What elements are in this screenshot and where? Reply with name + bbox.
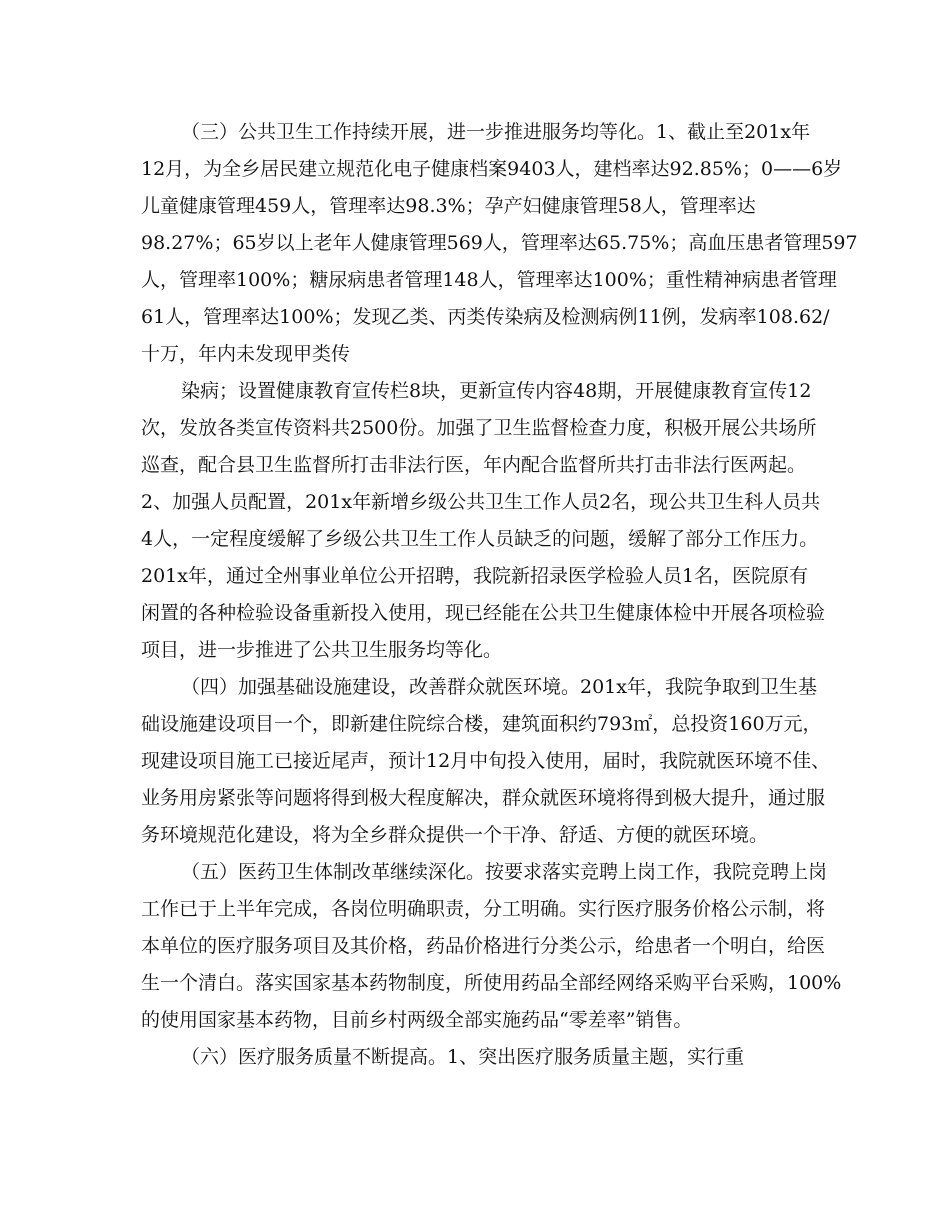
paragraph-line: 闲置的各种检验设备重新投入使用，现已经能在公共卫生健康体检中开展各项检验	[141, 602, 826, 624]
paragraph-line: 4人，一定程度缓解了乡级公共卫生工作人员缺乏的问题，缓解了部分工作压力。	[141, 528, 819, 550]
paragraph-line: 61人，管理率达100%；发现乙类、丙类传染病及检测病例11例，发病率108.62/	[141, 306, 830, 328]
paragraph-line: 础设施建设项目一个，即新建住院综合楼，建筑面积约793㎡，总投资160万元，	[141, 713, 822, 735]
paragraph-line: 儿童健康管理459人，管理率达98.3%；孕产妇健康管理58人，管理率达	[141, 195, 756, 217]
paragraph-line: 12月，为全乡居民建立规范化电子健康档案9403人，建档率达92.85%；0——6岁	[141, 158, 843, 180]
paragraph-line: 务环境规范化建设，将为全乡群众提供一个干净、舒适、方便的就医环境。	[141, 824, 769, 846]
paragraph-line: 工作已于上半年完成，各岗位明确职责，分工明确。实行医疗服务价格公示制，将	[141, 898, 826, 920]
paragraph-line: 2、加强人员配置，201x年新增乡级公共卫生工作人员2名，现公共卫生科人员共	[141, 491, 821, 513]
paragraph-line: 生一个清白。落实国家基本药物制度，所使用药品全部经网络采购平台采购，100%	[141, 972, 842, 994]
paragraph-line: 201x年，通过全州事业单位公开招聘，我院新招录医学检验人员1名，医院原有	[141, 565, 809, 587]
section-6-heading-line: （六）医疗服务质量不断提高。1、突出医疗服务质量主题，实行重	[181, 1046, 745, 1068]
paragraph-line: 人，管理率100%；糖尿病患者管理148人，管理率达100%；重性精神病患者管理	[141, 269, 837, 291]
paragraph-line: 染病；设置健康教育宣传栏8块，更新宣传内容48期，开展健康教育宣传12	[181, 380, 812, 402]
paragraph-line: 98.27%；65岁以上老年人健康管理569人，管理率达65.75%；高血压患者管理597	[141, 232, 858, 254]
section-3-heading-line: （三）公共卫生工作持续开展，进一步推进服务均等化。1、截止至201x年	[181, 121, 811, 143]
paragraph-line: 十万，年内未发现甲类传	[141, 343, 351, 365]
paragraph-line: 本单位的医疗服务项目及其价格，药品价格进行分类公示，给患者一个明白，给医	[141, 935, 826, 957]
paragraph-line: 次，发放各类宣传资料共2500份。加强了卫生监督检查力度，积极开展公共场所	[141, 417, 817, 439]
paragraph-line: 巡查，配合县卫生监督所打击非法行医，年内配合监督所共打击非法行医两起。	[141, 454, 807, 476]
paragraph-line: 项目，进一步推进了公共卫生服务均等化。	[141, 639, 503, 661]
paragraph-line: 业务用房紧张等问题将得到极大程度解决，群众就医环境将得到极大提升，通过服	[141, 787, 826, 809]
paragraph-line: 的使用国家基本药物，目前乡村两级全部实施药品“零差率”销售。	[141, 1009, 693, 1031]
section-5-heading-line: （五）医药卫生体制改革继续深化。按要求落实竞聘上岗工作，我院竞聘上岗	[181, 861, 828, 883]
section-4-heading-line: （四）加强基础设施建设，改善群众就医环境。201x年，我院争取到卫生基	[181, 676, 817, 698]
paragraph-line: 现建设项目施工已接近尾声，预计12月中旬投入使用，届时，我院就医环境不佳、	[141, 750, 831, 772]
